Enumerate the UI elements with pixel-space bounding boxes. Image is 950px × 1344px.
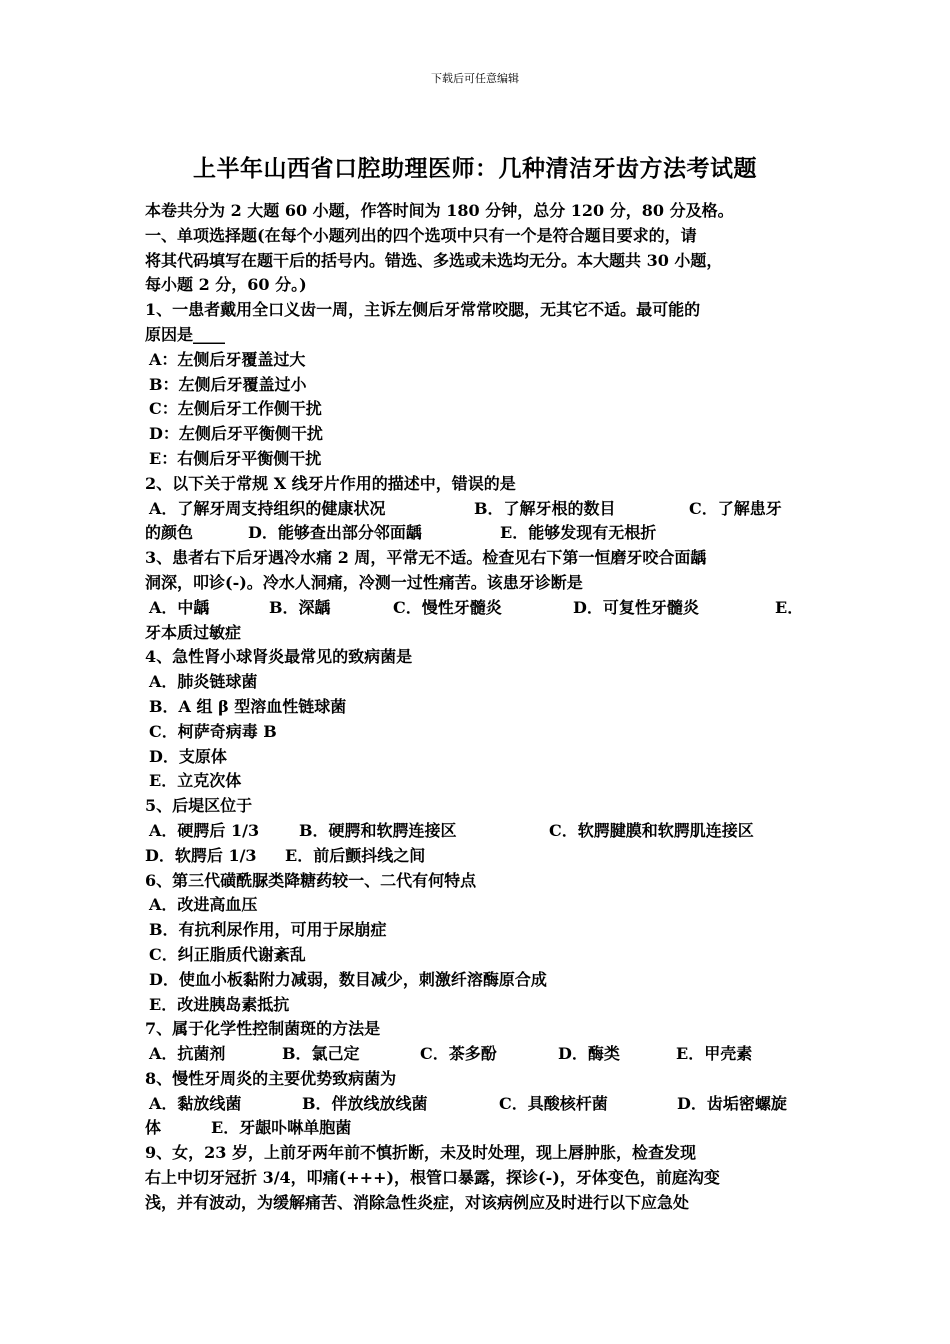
question-5-options-row [145, 844, 825, 869]
question-3-option-e-cont: 牙本质过敏症 [145, 622, 242, 642]
question-5-option-a: A．硬腭后 1/3 [149, 820, 260, 840]
section-heading-line: 每小题 2 分，60 分。) [145, 275, 307, 295]
question-6-option-a: A．改进高血压 [149, 895, 258, 915]
question-6-option-b: B．有抗利尿作用，可用于尿崩症 [149, 920, 387, 940]
document-body [145, 199, 825, 1216]
question-8-stem: 8、慢性牙周炎的主要优势致病菌为 [145, 1068, 397, 1088]
question-6-option-c: C．纠正脂质代谢紊乱 [149, 944, 306, 964]
question-9-stem: 浅，并有波动，为缓解痛苦、消除急性炎症，对该病例应及时进行以下应急处 [145, 1192, 690, 1212]
question-9-stem: 9、女，23 岁，上前牙两年前不慎折断，未及时处理，现上唇肿胀，检查发现 [145, 1143, 696, 1163]
question-1-option-a: A：左侧后牙覆盖过大 [149, 349, 306, 369]
question-7-option-e: E．甲壳素 [676, 1044, 753, 1064]
question-1-option-c: C：左侧后牙工作侧干扰 [149, 399, 322, 419]
question-6-option-d: D．使血小板黏附力减弱，数目减少，刺激纤溶酶原合成 [149, 969, 547, 989]
question-3-option-d: D．可复性牙髓炎 [573, 597, 699, 617]
question-4-option-b: B．A 组 β 型溶血性链球菌 [149, 696, 347, 716]
question-5-option-d: D．软腭后 1/3 [145, 845, 257, 865]
question-8-option-b: B．伴放线放线菌 [302, 1093, 428, 1113]
question-8-option-d: D．齿垢密螺旋 [677, 1093, 787, 1113]
question-3-option-e: E． [775, 597, 804, 617]
question-2-option-a: A．了解牙周支持组织的健康状况 [149, 498, 386, 518]
question-1-stem: 原因是____ [145, 324, 226, 344]
question-3-option-c: C．慢性牙髓炎 [393, 597, 502, 617]
question-4-option-d: D．支原体 [149, 746, 227, 766]
question-3-option-b: B．深龋 [269, 597, 331, 617]
question-8-option-c: C．具酸核杆菌 [499, 1093, 608, 1113]
question-3-stem: 洞深，叩诊(-)。冷水人洞痛，冷测一过性痛苦。该患牙诊断是 [145, 572, 583, 592]
question-6-option-e: E．改进胰岛素抵抗 [149, 994, 290, 1014]
question-7-option-c: C．茶多酚 [420, 1044, 497, 1064]
question-3-options-row [145, 596, 825, 621]
question-2-stem: 2、以下关于常规 X 线牙片作用的描述中，错误的是 [145, 473, 516, 493]
question-1-option-b: B：左侧后牙覆盖过小 [149, 374, 307, 394]
question-2-options-row [145, 521, 825, 546]
question-5-options-row [145, 819, 825, 844]
question-2-option-b: B．了解牙根的数目 [474, 498, 616, 518]
question-7-option-a: A．抗菌剂 [149, 1044, 226, 1064]
question-6-stem: 6、第三代磺酰脲类降糖药较一、二代有何特点 [145, 870, 477, 890]
question-8-options-row [145, 1116, 825, 1141]
question-8-option-d-cont: 体 [145, 1118, 162, 1138]
question-7-option-d: D．酶类 [558, 1044, 620, 1064]
question-5-option-c: C．软腭腱膜和软腭肌连接区 [549, 820, 754, 840]
question-7-stem: 7、属于化学性控制菌斑的方法是 [145, 1019, 381, 1039]
question-9-stem: 右上中切牙冠折 3/4，叩痛(+++)，根管口暴露，探诊(-)，牙体变色，前庭沟变 [145, 1168, 720, 1188]
question-4-option-e: E．立克次体 [149, 771, 242, 791]
question-8-option-e: E．牙龈卟啉单胞菌 [211, 1118, 352, 1138]
question-7-option-b: B．氯己定 [282, 1044, 360, 1064]
question-1-option-d: D：左侧后牙平衡侧干扰 [149, 424, 323, 444]
page-title: 上半年山西省口腔助理医师：几种清洁牙齿方法考试题 [193, 155, 757, 182]
question-2-option-c: C．了解患牙 [689, 498, 782, 518]
question-3-stem: 3、患者右下后牙遇冷水痛 2 周，平常无不适。检查见右下第一恒磨牙咬合面龋 [145, 548, 707, 568]
question-1-option-e: E：右侧后牙平衡侧干扰 [149, 448, 322, 468]
question-2-option-c-cont: 的颜色 [145, 523, 194, 543]
section-heading-line: 将其代码填写在题干后的括号内。错选、多选或未选均无分。本大题共 30 小题， [145, 250, 723, 270]
header-note: 下载后可任意编辑 [431, 72, 519, 85]
question-8-option-a: A．黏放线菌 [149, 1093, 242, 1113]
question-5-option-b: B．硬腭和软腭连接区 [299, 820, 457, 840]
question-5-stem: 5、后堤区位于 [145, 796, 253, 816]
question-2-option-e: E．能够发现有无根折 [500, 523, 657, 543]
intro-text: 本卷共分为 2 大题 60 小题，作答时间为 180 分钟，总分 120 分，80 分及格。 [145, 201, 734, 220]
question-4-stem: 4、急性肾小球肾炎最常见的致病菌是 [145, 647, 413, 667]
question-2-options-row [145, 497, 825, 522]
question-3-option-a: A．中龋 [149, 597, 210, 617]
question-5-option-e: E．前后颤抖线之间 [285, 845, 426, 865]
question-7-options-row [145, 1042, 825, 1067]
question-4-option-a: A．肺炎链球菌 [149, 672, 258, 692]
section-heading-line: 一、单项选择题(在每个小题列出的四个选项中只有一个是符合题目要求的，请 [145, 225, 697, 245]
question-4-option-c: C．柯萨奇病毒 B [149, 721, 277, 741]
question-2-option-d: D．能够查出部分邻面龋 [248, 523, 422, 543]
question-8-options-row [145, 1092, 825, 1117]
question-1-stem: 1、一患者戴用全口义齿一周，主诉左侧后牙常常咬腮，无其它不适。最可能的 [145, 300, 701, 320]
